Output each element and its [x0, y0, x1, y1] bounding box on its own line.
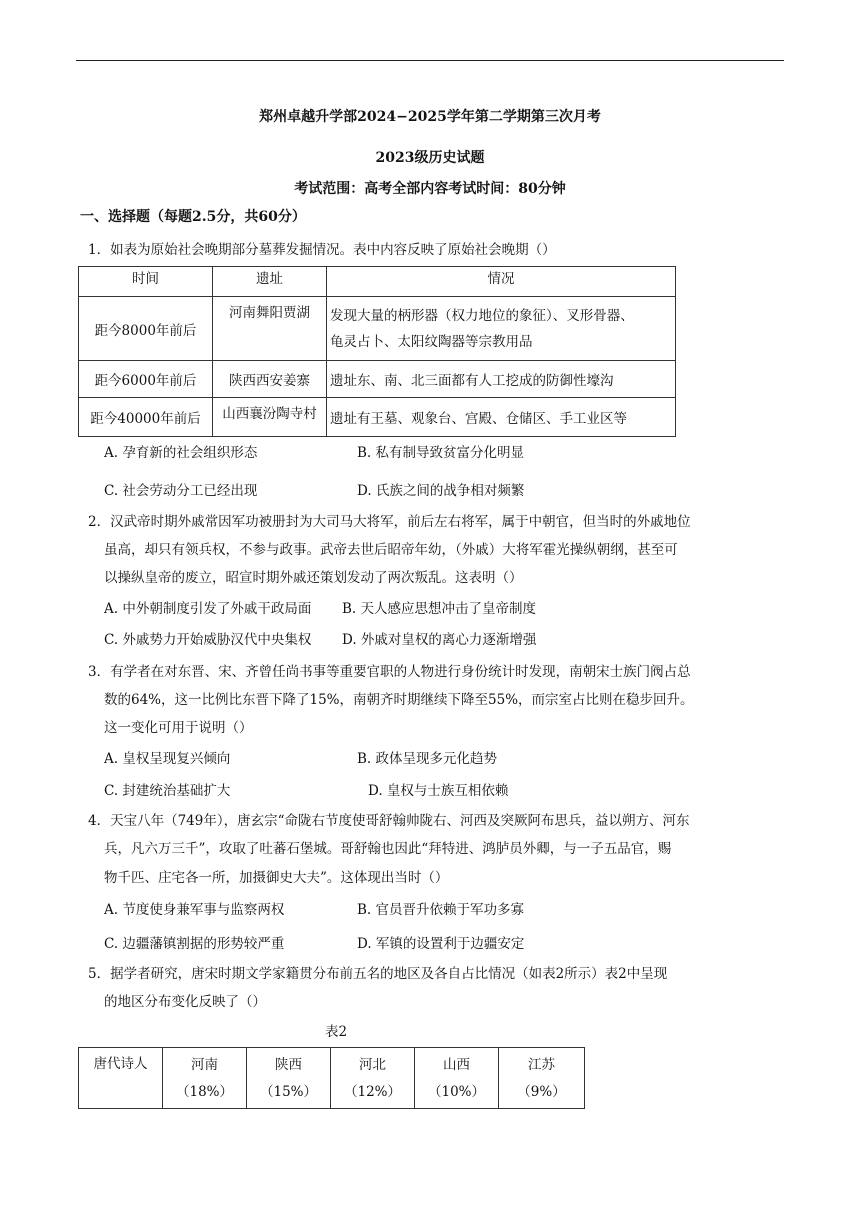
q1-row3-time: 距今40000年前后	[79, 398, 213, 437]
q1-stem: 1．如表为原始社会晚期部分墓葬发掘情况。表中内容反映了原始社会晚期（）	[88, 242, 556, 258]
q3-line-2: 数的64%，这一比例比东晋下降了15%，南朝齐时期继续下降至55%，而宗室占比则在稳步回升。	[104, 692, 694, 708]
exam-subtitle: 2023级历史试题	[375, 150, 485, 166]
q1-row1-desc-line2: 龟灵占卜、太阳纹陶器等宗教用品	[330, 334, 533, 350]
q1-header-time: 时间	[79, 267, 213, 297]
q1-option-b[interactable]: B. 私有制导致贫富分化明显	[357, 445, 525, 461]
q1-table	[78, 266, 676, 437]
q1-option-d[interactable]: D. 氏族之间的战争相对频繁	[357, 483, 525, 499]
q1-row2-time: 距今6000年前后	[79, 361, 213, 398]
q1-row1-site: 河南舞阳贾湖	[213, 297, 327, 361]
q1-header-desc: 情况	[327, 267, 676, 297]
q5-line-1: 5．据学者研究，唐宋时期文学家籍贯分布前五名的地区及各自占比情况（如表2所示）表2中呈现	[88, 966, 668, 982]
q5-cell-shanxi-pct: （10%）	[427, 1084, 485, 1100]
q3-option-a[interactable]: A. 皇权呈现复兴倾向	[104, 751, 231, 767]
q3-option-b[interactable]: B. 政体呈现多元化趋势	[357, 751, 498, 767]
q2-option-a[interactable]: A. 中外朝制度引发了外戚干政局面	[104, 601, 312, 617]
q5-cell-shanxi	[415, 1048, 499, 1109]
q5-cell-shaanxi	[247, 1048, 331, 1109]
q3-line-1: 3．有学者在对东晋、宋、齐曾任尚书事等重要官职的人物进行身份统计时发现，南朝宋士族门阀占总	[88, 664, 691, 680]
q5-table	[78, 1047, 585, 1109]
q5-cell-henan	[163, 1048, 247, 1109]
q5-cell-jiangsu	[499, 1048, 585, 1109]
q2-line-1: 2．汉武帝时期外戚常因军功被册封为大司马大将军，前后左右将军，属于中朝官，但当时的外戚地位	[88, 514, 691, 530]
q5-row-label: 唐代诗人	[79, 1048, 163, 1109]
exam-title: 郑州卓越升学部2024−2025学年第二学期第三次月考	[259, 109, 601, 125]
q5-cell-jiangsu-region: 江苏	[528, 1057, 555, 1073]
q2-line-3: 以操纵皇帝的废立，昭宣时期外戚还策划发动了两次叛乱。这表明（）	[104, 570, 523, 586]
q1-row3-desc: 遗址有王墓、观象台、宫殿、仓储区、手工业区等	[327, 398, 676, 437]
q4-option-c[interactable]: C. 边疆藩镇割据的形势较严重	[104, 936, 285, 952]
q1-row3-site: 山西襄汾陶寺村	[213, 398, 327, 437]
q1-option-c[interactable]: C. 社会劳动分工已经出现	[104, 483, 258, 499]
q1-row1-desc-line1: 发现大量的柄形器（权力地位的象征）、叉形骨器、	[330, 308, 634, 324]
q2-line-2: 虽高，却只有领兵权，不参与政事。武帝去世后昭帝年幼，（外戚）大将军霍光操纵朝纲，甚至可	[104, 542, 678, 558]
q3-option-c[interactable]: C. 封建统治基础扩大	[104, 783, 231, 799]
q5-cell-hebei	[331, 1048, 415, 1109]
q3-option-d[interactable]: D. 皇权与士族互相依赖	[368, 783, 509, 799]
q1-row1-time: 距今8000年前后	[79, 297, 213, 361]
q5-cell-henan-region: 河南	[191, 1057, 218, 1073]
q1-row2-site: 陕西西安姜寨	[213, 361, 327, 398]
q5-cell-shanxi-region: 山西	[443, 1057, 470, 1073]
q2-option-d[interactable]: D. 外戚对皇权的离心力逐渐增强	[342, 632, 537, 648]
q4-line-2: 兵，凡六万三千”，攻取了吐蕃石堡城。哥舒翰也因此“拜特进、鸿胪员外卿，与一子五品官，赐	[104, 841, 672, 857]
q5-line-2: 的地区分布变化反映了（）	[104, 994, 266, 1010]
q1-option-a[interactable]: A. 孕育新的社会组织形态	[104, 445, 258, 461]
q4-option-d[interactable]: D. 军镇的设置利于边疆安定	[357, 936, 525, 952]
q3-line-3: 这一变化可用于说明（）	[104, 720, 253, 736]
q2-option-c[interactable]: C. 外戚势力开始威胁汉代中央集权	[104, 632, 312, 648]
q5-cell-shaanxi-pct: （15%）	[259, 1084, 317, 1100]
q5-cell-henan-pct: （18%）	[175, 1084, 233, 1100]
top-rule	[76, 60, 784, 61]
q1-row2-desc: 遗址东、南、北三面都有人工挖成的防御性壕沟	[327, 361, 676, 398]
q4-option-a[interactable]: A. 节度使身兼军事与监察两权	[104, 902, 285, 918]
q4-line-3: 物千匹、庄宅各一所，加摄御史大夫”。这体现出当时（）	[104, 870, 449, 886]
q5-cell-shaanxi-region: 陕西	[275, 1057, 302, 1073]
q2-option-b[interactable]: B. 天人感应思想冲击了皇帝制度	[342, 601, 537, 617]
q1-row1-desc	[327, 297, 676, 361]
section-heading: 一、选择题（每题2.5分，共60分）	[80, 209, 306, 225]
q5-table-caption: 表2	[325, 1024, 348, 1040]
q1-header-site: 遗址	[213, 267, 327, 297]
q5-cell-jiangsu-pct: （9%）	[517, 1084, 566, 1100]
exam-info: 考试范围：高考全部内容考试时间：80分钟	[294, 181, 566, 197]
q5-cell-hebei-region: 河北	[359, 1057, 386, 1073]
q5-cell-hebei-pct: （12%）	[343, 1084, 401, 1100]
q4-line-1: 4．天宝八年（749年），唐玄宗“命陇右节度使哥舒翰帅陇右、河西及突厥阿布思兵，益以朔方、河东	[88, 813, 690, 829]
q4-option-b[interactable]: B. 官员晋升依赖于军功多寡	[357, 902, 525, 918]
